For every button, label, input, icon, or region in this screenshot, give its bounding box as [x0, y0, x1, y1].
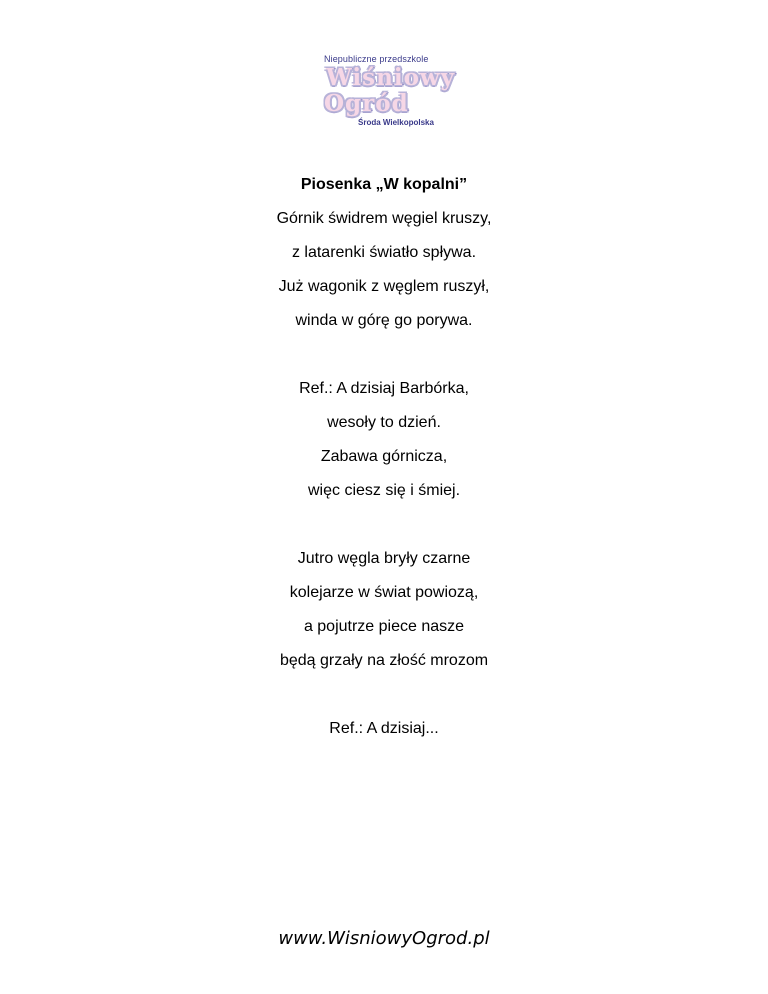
- preschool-logo: [318, 50, 456, 134]
- verse-1-line-2: z latarenki światło spływa.: [291, 244, 477, 261]
- verse-2-line-3: a pojutrze piece nasze: [303, 618, 465, 635]
- stanza-gap: [0, 678, 768, 712]
- verse-2-line-4: będą grzały na złość mrozom: [279, 652, 489, 669]
- verse-1-line-3: Już wagonik z węglem ruszył,: [278, 278, 490, 295]
- chorus-line-2: wesoły to dzień.: [327, 414, 441, 431]
- verse-1-line-1: Górnik świdrem węgiel kruszy,: [276, 210, 492, 227]
- chorus-line-1: Ref.: A dzisiaj Barbórka,: [299, 380, 469, 397]
- chorus-line-4: więc ciesz się i śmiej.: [307, 482, 461, 499]
- verse-2-line-1: Jutro węgla bryły czarne: [297, 550, 471, 567]
- logo-city: Środa Wielkopolska: [358, 118, 434, 127]
- refrain-short: Ref.: A dzisiaj...: [329, 720, 439, 737]
- verse-1-line-4: winda w górę go porywa.: [295, 312, 473, 329]
- stanza-gap: [0, 508, 768, 542]
- logo-word-ogrod: Ogród: [324, 90, 409, 117]
- song-text: [0, 168, 768, 746]
- stanza-gap: [0, 338, 768, 372]
- chorus-line-3: Zabawa górnicza,: [320, 448, 448, 465]
- song-title: Piosenka „W kopalni”: [300, 176, 468, 193]
- logo-word-wisniowy: Wiśniowy: [326, 64, 456, 91]
- verse-2-line-2: kolejarze w świat powiozą,: [289, 584, 479, 601]
- logo-subtitle: Niepubliczne przedszkole: [324, 54, 429, 64]
- footer-url: www.WisniowyOgrod.pl: [278, 928, 490, 949]
